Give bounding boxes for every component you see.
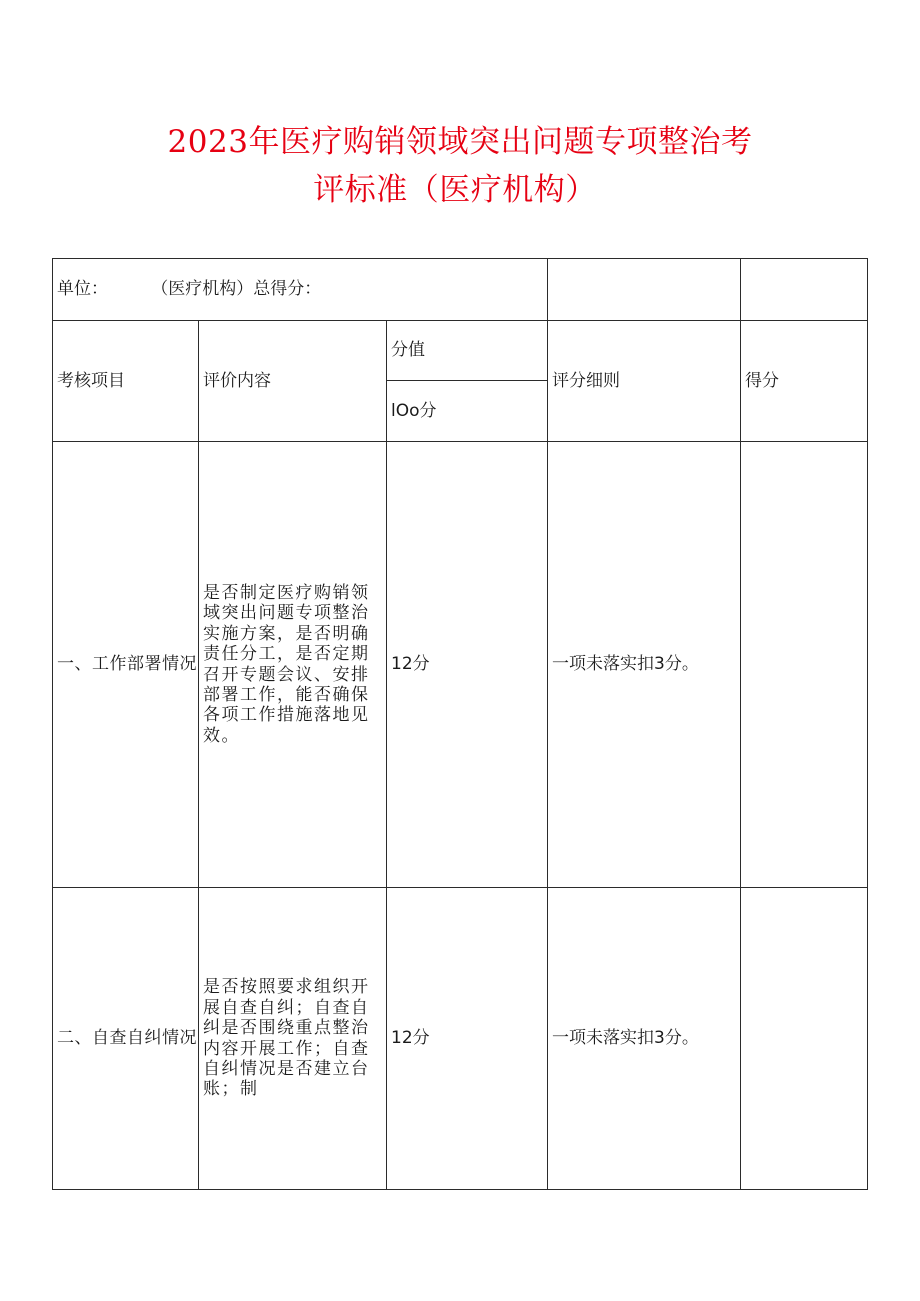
unit-total-score-label: 单位： （医疗机构）总得分： [53, 259, 548, 321]
row-score: 12分 [387, 888, 548, 1190]
row-earned [741, 888, 868, 1190]
row-rules: 一项未落实扣3分。 [548, 442, 741, 888]
header-score: 分值 [387, 321, 548, 381]
header-content: 评价内容 [199, 321, 387, 442]
row-item: 一、工作部署情况 [53, 442, 199, 888]
header-row [53, 321, 868, 381]
document-title-line-2: 评标准（医疗机构） [313, 172, 597, 208]
header-rules: 评分细则 [548, 321, 741, 442]
header-earned: 得分 [741, 321, 868, 442]
row-content: 是否按照要求组织开展自查自纠；自查自纠是否围绕重点整治内容开展工作；自查自纠情况是否建立台账；制 [199, 888, 387, 1190]
header-item: 考核项目 [53, 321, 199, 442]
row-rules: 一项未落实扣3分。 [548, 888, 741, 1190]
unit-row-empty-cell [548, 259, 741, 321]
row-content: 是否制定医疗购销领域突出问题专项整治实施方案，是否明确责任分工，是否定期召开专题会议、安排部署工作，能否确保各项工作措施落地见效。 [199, 442, 387, 888]
header-score-total: lOo分 [387, 381, 548, 442]
document-title-line-1: 2023年医疗购销领域突出问题专项整治考 [167, 124, 753, 160]
row-earned [741, 442, 868, 888]
table-row [53, 888, 868, 1190]
total-score-value-cell [741, 259, 868, 321]
table-row [53, 442, 868, 888]
unit-row [53, 259, 868, 321]
row-item: 二、自查自纠情况 [53, 888, 199, 1190]
row-score: 12分 [387, 442, 548, 888]
assessment-table [52, 258, 868, 1190]
